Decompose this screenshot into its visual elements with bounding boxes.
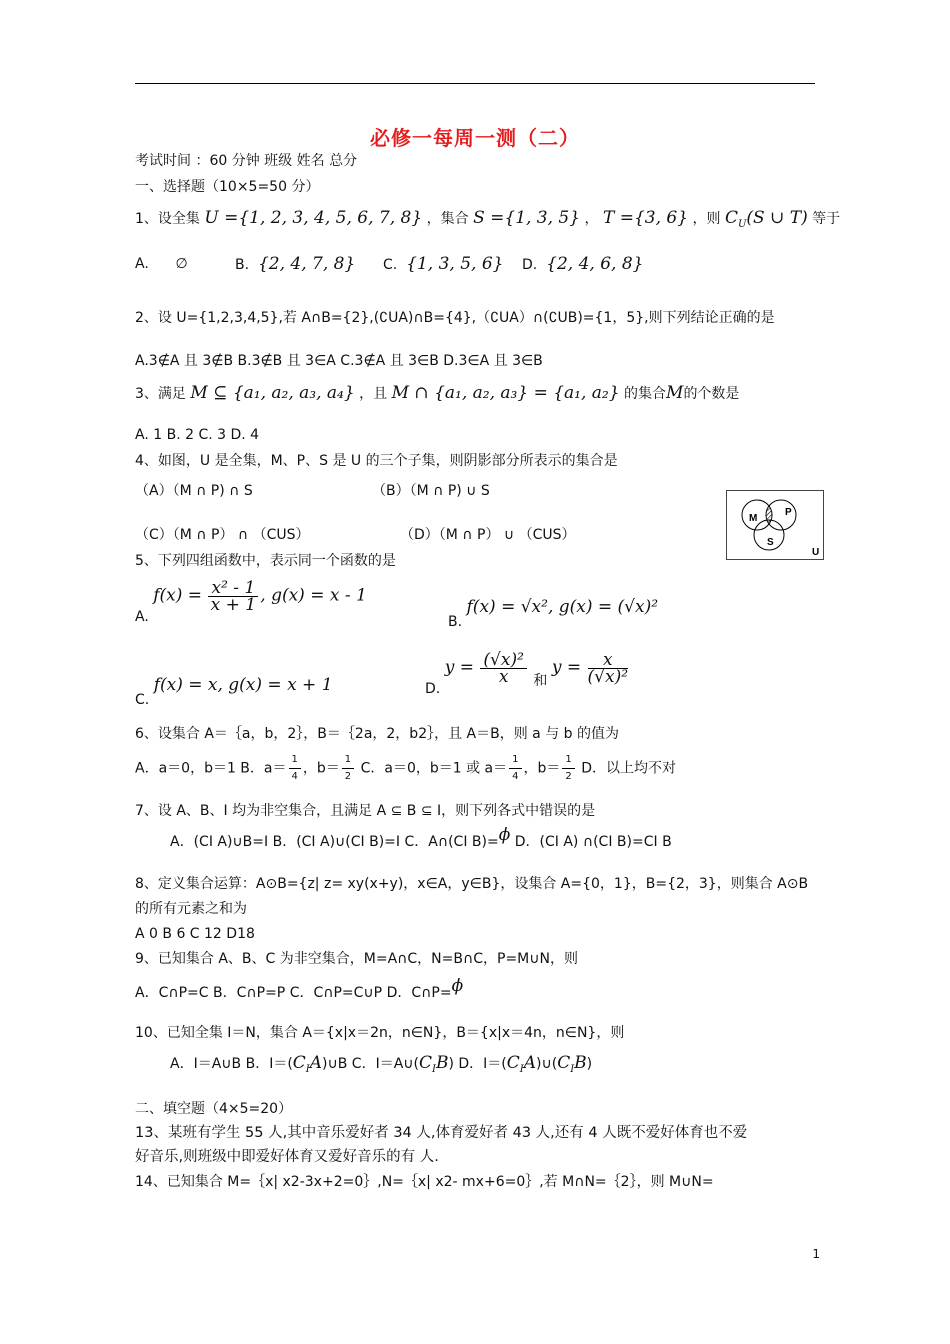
q5-option-a: A. f(x) = $\frac{\text{x² - 1}}{x + 1}$ , g(x) = x - 1 xyxy=(135,578,367,625)
q4-stem: 4、如图，U 是全集，M、P、S 是 U 的三个子集，则阴影部分所表示的集合是 xyxy=(135,453,618,469)
q5-option-d: D. y = $\frac{\text{(√x)²}}{x}$ 和 y = $\frac{x}{\text{(√x)²}}$ xyxy=(425,650,629,697)
q14-line: 14、已知集合 M=｛x| x2-3x+2=0｝,N=｛x| x2- mx+6=0｝,若 M∩N=｛2｝，则 M∪N= xyxy=(135,1174,714,1190)
q1-union: (S ∪ T) xyxy=(746,208,808,228)
page-title: 必修一每周一测（二） xyxy=(370,126,580,150)
q1-text-3: ，则 xyxy=(692,211,721,227)
q2-stem: 2、设 U={1,2,3,4,5},若 A∩B={2},(∁UA)∩B={4},（∁UA）∩(∁UB)={1，5},则下列结论正确的是 xyxy=(135,310,775,326)
venn-svg xyxy=(727,491,823,559)
q3-condition-1: M ⊆ {a₁, a₂, a₃, a₄} xyxy=(190,383,355,403)
q1-option-c: C. {1, 3, 5, 6} xyxy=(383,254,504,274)
q9-options: A．C∩P=C B．C∩P=P C．C∩P=C∪P D．C∩P=ϕ xyxy=(135,976,464,1001)
q8-stem-2: 的所有元素之和为 xyxy=(135,901,247,917)
q10-options: A．I＝A∪B B．$I=(C_IA)\cup B$ C．$I=A\cup(C_IB)$ D．$I=(C_IA)\cup(C_IB)$ xyxy=(170,1053,593,1075)
q8-stem: 8、定义集合运算：A⊙B={z| z= xy(x+y)，x∈A，y∈B}，设集合 A={0，1}，B={2，3}，则集合 A⊙B xyxy=(135,876,809,892)
q4-option-d: （D）（M ∩ P） ∪ （CUS） xyxy=(400,527,576,543)
q3-options: A. 1 B. 2 C. 3 D. 4 xyxy=(135,427,260,443)
q1-complement-sub: U xyxy=(737,218,747,230)
q4-option-a: （A）（M ∩ P) ∩ S xyxy=(135,483,253,499)
q3-condition-2: M ∩ {a₁, a₂, a₃} = {a₁, a₂} xyxy=(391,383,620,403)
venn-label-u: U xyxy=(812,547,820,558)
q6-options: A．a＝0，b＝1 B．a＝ $\frac{1}{4}$ ，b＝ $\frac{1}{2}$ C．a＝0，b＝1 或 a＝ $\frac{1}{4}$ ，b＝ $\frac{1}{2}$ D．以上均不对 xyxy=(135,754,677,782)
q1-set-t: T ={3, 6} xyxy=(602,208,689,228)
q3-stem: 3、满足 M ⊆ {a₁, a₂, a₃, a₄} ，且 M ∩ {a₁, a₂, a₃} = {a₁, a₂} 的集合M的个数是 xyxy=(135,383,740,403)
section1-title: 一、选择题（10×5=50 分） xyxy=(135,179,320,195)
q5-option-b: B. f(x) = √x², g(x) = (√x)² xyxy=(448,597,659,630)
q1-intro: 1、设全集 xyxy=(135,211,200,227)
q4-option-c: （C）（M ∩ P） ∩ （CUS） xyxy=(135,527,310,543)
page-number: 1 xyxy=(812,1247,820,1261)
q5-stem: 5、下列四组函数中，表示同一个函数的是 xyxy=(135,553,396,569)
q1-option-a: A. ∅ xyxy=(135,256,188,272)
q13-line-1: 13、某班有学生 55 人,其中音乐爱好者 34 人,体育爱好者 43 人,还有 4 人既不爱好体育也不爱 xyxy=(135,1125,748,1141)
q7-options: A．(CI A)∪B=I B．(CI A)∪(CI B)=I C．A∩(CI B)=ϕ D．(CI A) ∩(CI B)=CI B xyxy=(170,825,672,850)
venn-label-m: M xyxy=(749,513,758,524)
q1-text-2: ， xyxy=(584,211,599,227)
q1-option-d: D. {2, 4, 6, 8} xyxy=(522,254,644,274)
q5-a-fraction: $\frac{\text{x² - 1}}{x + 1}$ xyxy=(208,580,258,613)
exam-info: 考试时间 ：60 分钟 班级 姓名 总分 xyxy=(135,153,358,169)
q6-stem: 6、设集合 A＝｛a，b，2｝，B＝｛2a，2，b2｝，且 A＝B，则 a 与 b 的值为 xyxy=(135,726,619,742)
venn-label-p: P xyxy=(785,507,792,518)
q7-stem: 7、设 A、B、I 均为非空集合，且满足 A ⊆ B ⊆ I，则下列各式中错误的是 xyxy=(135,803,596,819)
q2-options: A.3∉A 且 3∉B B.3∉B 且 3∈A C.3∉A 且 3∈B D.3∈A 且 3∈B xyxy=(135,353,543,369)
q1-set-s: S ={1, 3, 5} xyxy=(473,208,581,228)
q8-options: A 0 B 6 C 12 D18 xyxy=(135,926,255,942)
venn-diagram xyxy=(726,490,824,560)
q1-stem xyxy=(135,209,840,234)
q9-stem: 9、已知集合 A、B、C 为非空集合，M=A∩C，N=B∩C，P=M∪N，则 xyxy=(135,951,578,967)
q1-text-1: ，集合 xyxy=(426,211,469,227)
q10-stem: 10、已知全集 I＝N，集合 A＝{x|x＝2n，n∈N}，B＝{x|x＝4n，n∈N}，则 xyxy=(135,1025,625,1041)
q13-line-2: 好音乐,则班级中即爱好体育又爱好音乐的有 人. xyxy=(135,1149,439,1165)
q1-complement: C xyxy=(724,208,738,228)
header-rule xyxy=(135,83,815,84)
q1-universal-set: U ={1, 2, 3, 4, 5, 6, 7, 8} xyxy=(204,208,423,228)
q4-option-b: （B）（M ∩ P) ∪ S xyxy=(372,483,490,499)
section2-title: 二、填空题（4×5=20） xyxy=(135,1101,293,1117)
q5-d-fraction-1: $\frac{\text{(√x)²}}{x}$ xyxy=(480,652,527,685)
q5-d-fraction-2: $\frac{x}{\text{(√x)²}}$ xyxy=(587,650,629,687)
q5-option-c: C. f(x) = x, g(x) = x + 1 xyxy=(135,675,333,708)
q1-end: 等于 xyxy=(812,211,841,227)
venn-label-s: S xyxy=(767,537,774,548)
q1-option-b: B. {2, 4, 7, 8} xyxy=(235,254,356,274)
